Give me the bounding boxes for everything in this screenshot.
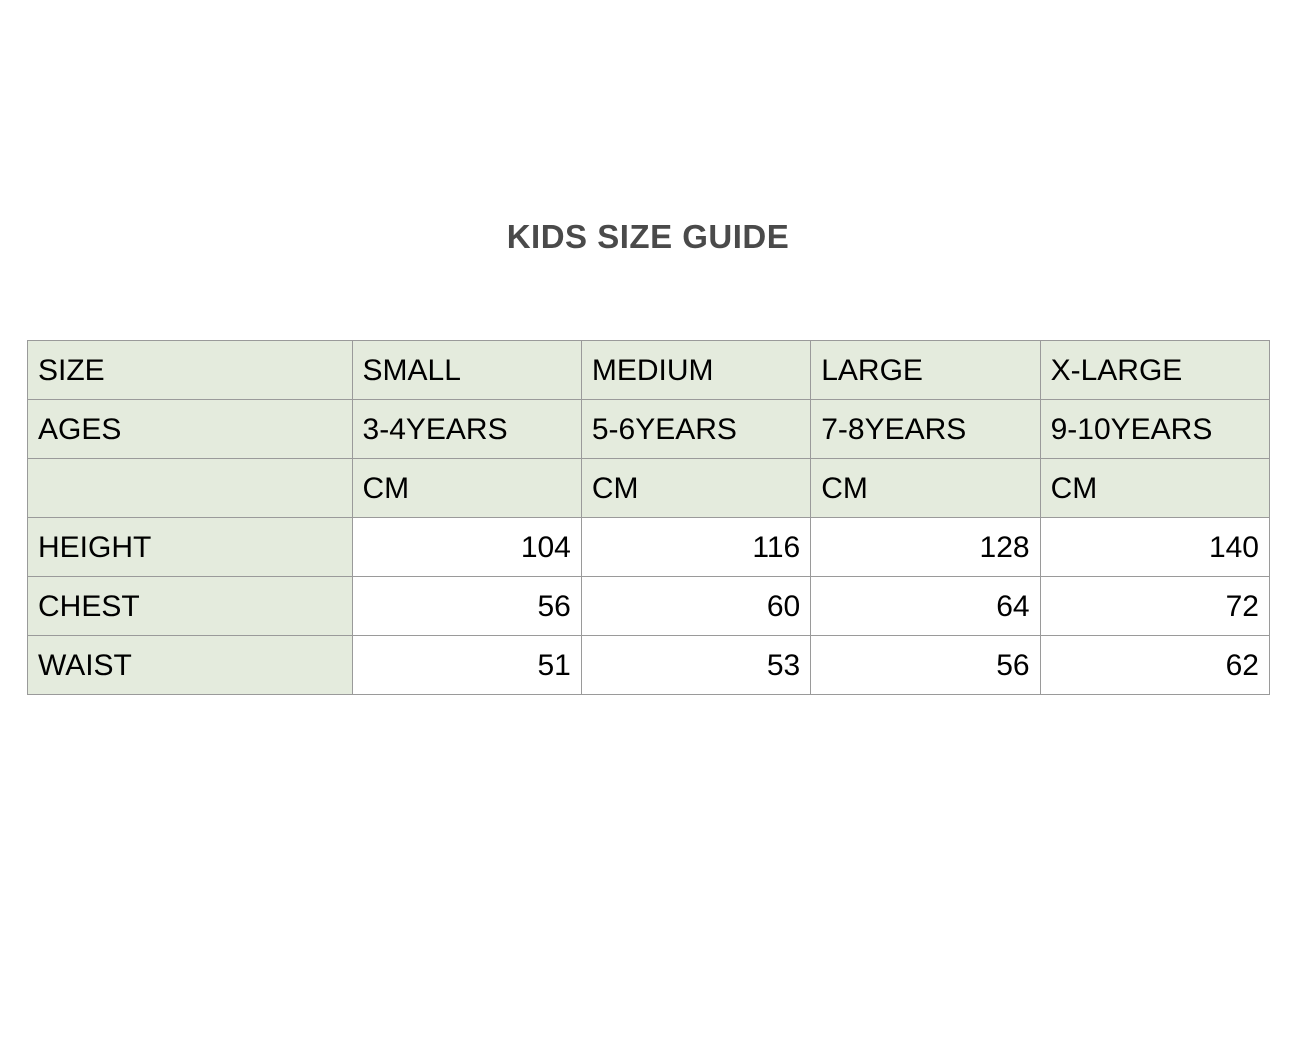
header-large: LARGE [811,341,1040,400]
chest-x-large: 72 [1040,577,1269,636]
ages-small: 3-4YEARS [352,400,581,459]
unit-large: CM [811,459,1040,518]
table-row [28,400,1270,459]
table-row [28,636,1270,695]
unit-x-large: CM [1040,459,1269,518]
table-row [28,518,1270,577]
chest-small: 56 [352,577,581,636]
waist-large: 56 [811,636,1040,695]
height-large: 128 [811,518,1040,577]
ages-x-large: 9-10YEARS [1040,400,1269,459]
size-chart-container [27,340,1270,695]
header-medium: MEDIUM [581,341,810,400]
page-title: KIDS SIZE GUIDE [506,218,790,255]
row-label-ages: AGES [28,400,353,459]
unit-small: CM [352,459,581,518]
header-small: SMALL [352,341,581,400]
waist-small: 51 [352,636,581,695]
row-label-unit-empty [28,459,353,518]
height-medium: 116 [581,518,810,577]
unit-medium: CM [581,459,810,518]
row-label-chest: CHEST [28,577,353,636]
row-label-waist: WAIST [28,636,353,695]
header-x-large: X-LARGE [1040,341,1269,400]
height-x-large: 140 [1040,518,1269,577]
ages-medium: 5-6YEARS [581,400,810,459]
height-small: 104 [352,518,581,577]
table-row [28,341,1270,400]
table-row [28,577,1270,636]
ages-large: 7-8YEARS [811,400,1040,459]
table-row [28,459,1270,518]
size-chart-table [27,340,1270,695]
chest-large: 64 [811,577,1040,636]
waist-medium: 53 [581,636,810,695]
row-label-height: HEIGHT [28,518,353,577]
waist-x-large: 62 [1040,636,1269,695]
chest-medium: 60 [581,577,810,636]
row-label-size: SIZE [28,341,353,400]
